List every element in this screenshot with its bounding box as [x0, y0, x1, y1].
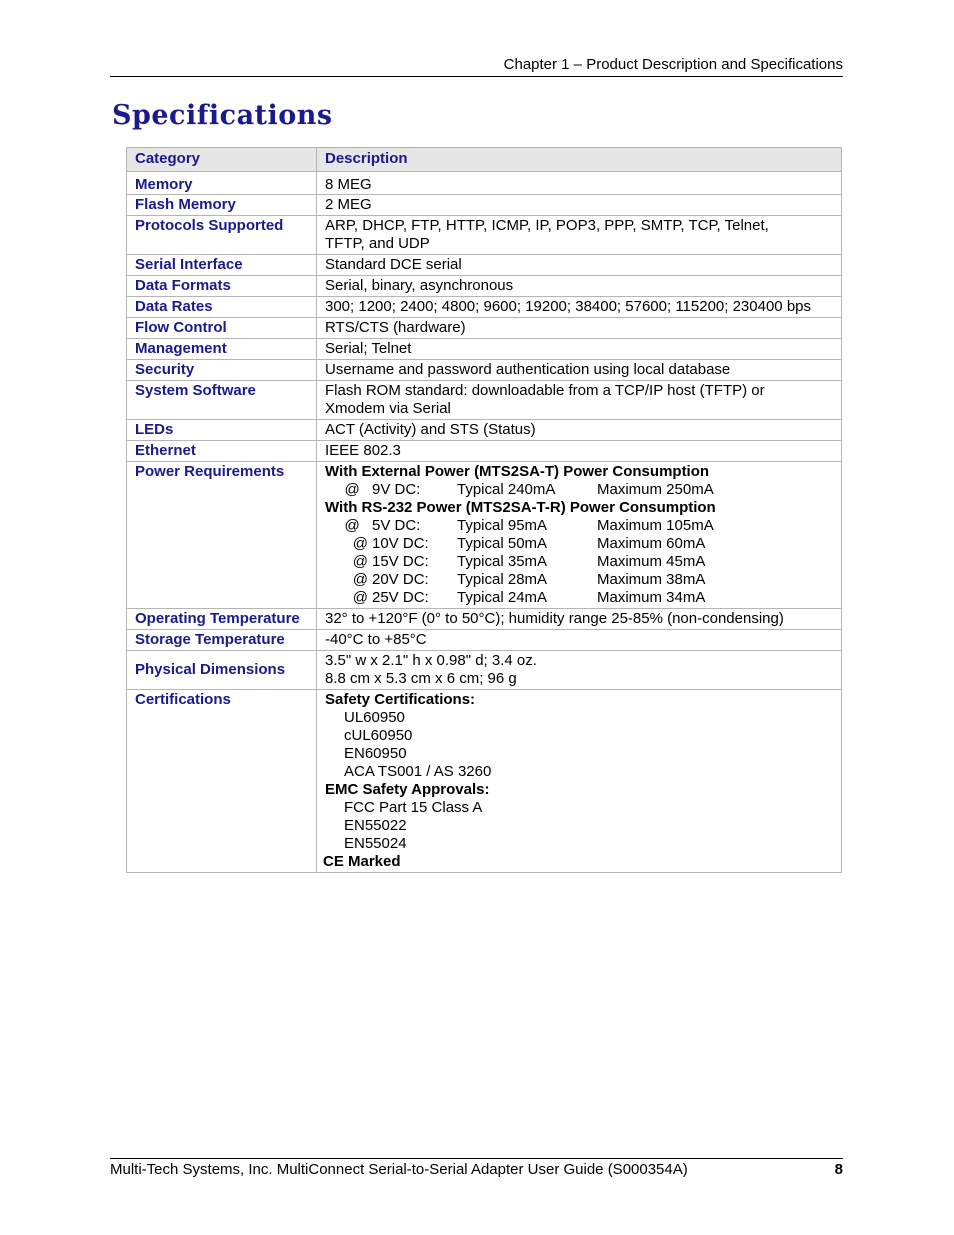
table-row: [127, 216, 842, 255]
category-cell: Operating Temperature: [127, 609, 317, 630]
certification-item: UL60950: [344, 709, 405, 726]
description-cell: Serial; Telnet: [317, 339, 842, 360]
ce-marked: CE Marked: [323, 853, 401, 870]
category-cell: Ethernet: [127, 441, 317, 462]
description-cell: 32° to +120°F (0° to 50°C); humidity range 25-85% (non-condensing): [317, 609, 842, 630]
power-row: [325, 481, 833, 499]
table-row: [127, 690, 842, 873]
table-row: [127, 195, 842, 216]
category-cell: Certifications: [127, 690, 317, 873]
category-cell: Security: [127, 360, 317, 381]
table-row: [127, 360, 842, 381]
category-cell: Physical Dimensions: [127, 651, 317, 690]
description-cell: Username and password authentication using local database: [317, 360, 842, 381]
power-row: [325, 553, 833, 571]
page-footer: [110, 1158, 843, 1180]
description-line: 3.5" w x 2.1" h x 0.98" d; 3.4 oz.: [325, 652, 537, 669]
power-voltage: 15V DC:: [372, 553, 429, 570]
table-row: [127, 420, 842, 441]
description-line: Xmodem via Serial: [325, 400, 451, 417]
category-cell: Flash Memory: [127, 195, 317, 216]
power-voltage: 25V DC:: [372, 589, 429, 606]
description-cell: Standard DCE serial: [317, 255, 842, 276]
power-maximum: Maximum 34mA: [597, 589, 706, 606]
description-line: Flash ROM standard: downloadable from a TCP/IP host (TFTP) or: [325, 382, 765, 399]
power-at: @: [352, 553, 368, 570]
power-maximum: Maximum 38mA: [597, 571, 706, 588]
table-row: [127, 381, 842, 420]
power-row: [325, 517, 833, 535]
certification-item: EN60950: [344, 745, 407, 762]
table-row: [127, 651, 842, 690]
table-row: [127, 462, 842, 609]
category-cell: Management: [127, 339, 317, 360]
description-cell: Serial, binary, asynchronous: [317, 276, 842, 297]
certification-item: EN55022: [344, 817, 407, 834]
category-cell: Protocols Supported: [127, 216, 317, 255]
power-subheading: With RS-232 Power (MTS2SA-T-R) Power Consumption: [325, 499, 716, 516]
power-voltage: 20V DC:: [372, 571, 429, 588]
power-typical: Typical 28mA: [457, 571, 548, 588]
power-description-cell: [317, 462, 842, 609]
description-cell: ACT (Activity) and STS (Status): [317, 420, 842, 441]
table-row: [127, 609, 842, 630]
power-at: @: [352, 589, 368, 606]
table-row: [127, 297, 842, 318]
power-typical: Typical 50mA: [457, 535, 548, 552]
power-typical: Typical 240mA: [457, 481, 556, 498]
power-at: @: [352, 535, 368, 552]
description-cell: RTS/CTS (hardware): [317, 318, 842, 339]
power-subheading: With External Power (MTS2SA-T) Power Consumption: [325, 463, 710, 480]
power-at: @: [352, 571, 368, 588]
certification-item: cUL60950: [344, 727, 413, 744]
category-header: Category: [127, 148, 317, 172]
certification-subheading: EMC Safety Approvals:: [325, 781, 490, 798]
description-cell: [317, 381, 842, 420]
certification-item: ACA TS001 / AS 3260: [344, 763, 492, 780]
table-row: [127, 318, 842, 339]
certification-item: EN55024: [344, 835, 407, 852]
power-typical: Typical 35mA: [457, 553, 548, 570]
category-cell: Data Formats: [127, 276, 317, 297]
category-cell: Serial Interface: [127, 255, 317, 276]
description-cell: IEEE 802.3: [317, 441, 842, 462]
category-cell: Data Rates: [127, 297, 317, 318]
page-header: [110, 55, 843, 77]
description-line: TFTP, and UDP: [325, 235, 430, 252]
category-cell: Memory: [127, 172, 317, 195]
category-cell: Flow Control: [127, 318, 317, 339]
table-row: [127, 441, 842, 462]
description-cell: -40°C to +85°C: [317, 630, 842, 651]
table-row: [127, 255, 842, 276]
power-voltage: 9V DC:: [372, 481, 421, 498]
power-at: @: [344, 481, 368, 498]
description-cell: 300; 1200; 2400; 4800; 9600; 19200; 38400; 57600; 115200; 230400 bps: [317, 297, 842, 318]
description-cell: 2 MEG: [317, 195, 842, 216]
power-voltage: 5V DC:: [372, 517, 421, 534]
power-maximum: Maximum 105mA: [597, 517, 714, 534]
power-at: @: [344, 517, 368, 534]
table-header-row: [127, 148, 842, 172]
table-row: [127, 276, 842, 297]
description-cell: [317, 216, 842, 255]
description-cell: 8 MEG: [317, 172, 842, 195]
power-typical: Typical 95mA: [457, 517, 548, 534]
power-row: [325, 589, 833, 607]
power-voltage: 10V DC:: [372, 535, 429, 552]
description-line: 8.8 cm x 5.3 cm x 6 cm; 96 g: [325, 670, 517, 687]
power-maximum: Maximum 60mA: [597, 535, 706, 552]
category-cell: Storage Temperature: [127, 630, 317, 651]
footer-text: Multi-Tech Systems, Inc. MultiConnect Serial-to-Serial Adapter User Guide (S000354A): [110, 1161, 688, 1178]
page-title: Specifications: [112, 100, 333, 131]
category-cell: LEDs: [127, 420, 317, 441]
page-number: 8: [834, 1161, 843, 1178]
power-typical: Typical 24mA: [457, 589, 548, 606]
power-row: [325, 535, 833, 553]
power-maximum: Maximum 45mA: [597, 553, 706, 570]
table-row: [127, 172, 842, 195]
category-cell: System Software: [127, 381, 317, 420]
description-cell: [317, 651, 842, 690]
description-header: Description: [317, 148, 842, 172]
chapter-title: Chapter 1 – Product Description and Specifications: [503, 56, 843, 73]
category-cell: Power Requirements: [127, 462, 317, 609]
certification-item: FCC Part 15 Class A: [344, 799, 483, 816]
table-row: [127, 339, 842, 360]
power-row: [325, 571, 833, 589]
certification-subheading: Safety Certifications:: [325, 691, 476, 708]
description-line: ARP, DHCP, FTP, HTTP, ICMP, IP, POP3, PPP, SMTP, TCP, Telnet,: [325, 217, 769, 234]
certifications-cell: [317, 690, 842, 873]
table-row: [127, 630, 842, 651]
specifications-table: [126, 147, 842, 873]
power-maximum: Maximum 250mA: [597, 481, 714, 498]
